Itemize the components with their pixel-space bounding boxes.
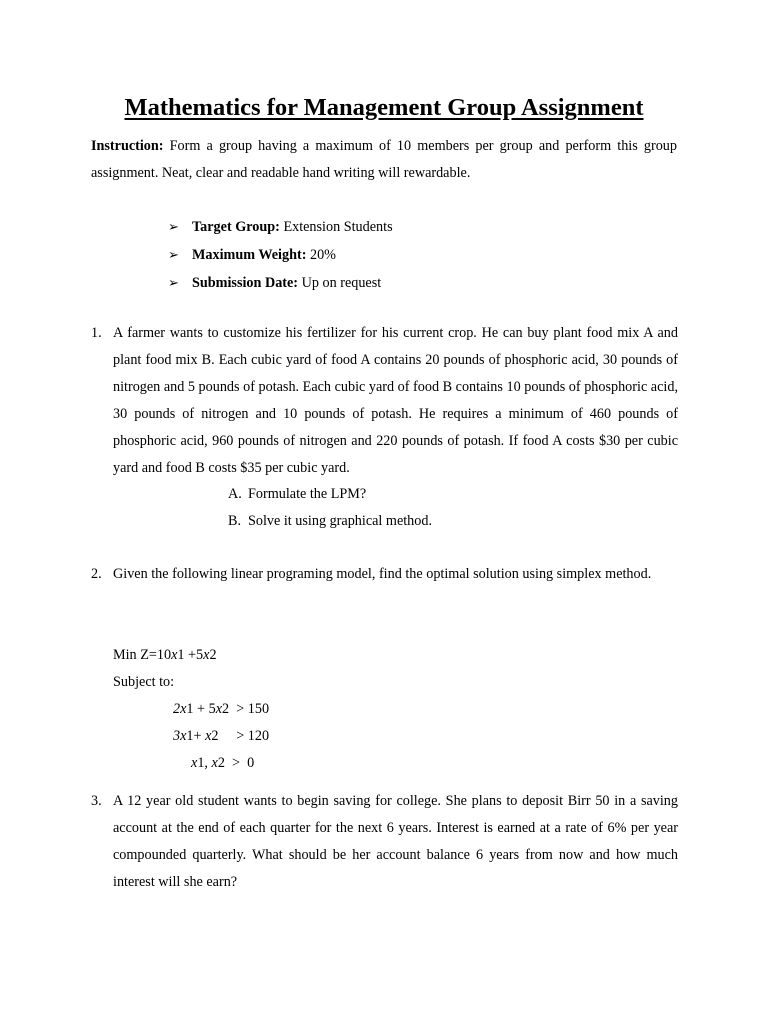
list-item	[228, 508, 432, 535]
objective-part: 2	[209, 647, 217, 663]
variable: x	[180, 701, 187, 717]
lp-model	[113, 642, 217, 696]
question-number: 1.	[91, 325, 102, 341]
constraint-part: 2 > 120	[211, 728, 270, 744]
variable: x	[215, 701, 223, 717]
variable: x	[211, 755, 218, 771]
question-3	[91, 788, 678, 896]
subitem-label: A.	[228, 486, 242, 502]
question-2	[91, 561, 678, 588]
objective-part: 1 +5	[177, 647, 204, 663]
objective-function	[113, 642, 217, 669]
bullet-value: 20%	[306, 247, 336, 263]
bullet-label: Target Group:	[192, 219, 280, 235]
assignment-info-list	[168, 213, 393, 297]
list-item	[228, 481, 432, 508]
variable: x	[205, 728, 212, 744]
subitem-text: Formulate the LPM?	[248, 486, 367, 502]
instruction-text: Form a group having a maximum of 10 members per group and perform this group assignment. Neat, clear and readable hand writing will rewardable.	[91, 138, 677, 181]
bullet-label: Maximum Weight:	[192, 247, 307, 263]
constraint-non-negativity	[191, 750, 254, 777]
arrowhead-bullet-icon: ➢	[168, 275, 179, 290]
question-text: Given the following linear programing model, find the optimal solution using simplex method.	[113, 566, 652, 582]
bullet-label: Submission Date:	[192, 275, 299, 291]
subject-to-label: Subject to:	[113, 674, 175, 690]
list-item-submission-date	[168, 269, 393, 297]
variable: x	[171, 647, 178, 663]
instruction-label: Instruction:	[91, 138, 164, 154]
bullet-value: Extension Students	[279, 219, 393, 235]
subitem-text: Solve it using graphical method.	[248, 513, 433, 529]
list-item-target-group	[168, 213, 393, 241]
constraint-part: 1,	[197, 755, 212, 771]
question-text: A farmer wants to customize his fertilizer for his current crop. He can buy plant food mix A and plant food mix B. Each cubic yard of food A contains 20 pounds of phosphoric acid, 30 pounds of nitrogen and 5 pounds of potash. Each cubic yard of food B contains 10 pounds of phosphoric acid, 30 pounds of nitrogen and 10 pounds of potash. He requires a minimum of 460 pounds of phosphoric acid, 960 pounds of nitrogen and 220 pounds of potash. If food A costs $30 per cubic yard and food B costs $35 per cubic yard.	[113, 325, 678, 476]
document-title: Mathematics for Management Group Assignment	[124, 94, 644, 121]
variable: x	[203, 647, 210, 663]
question-number: 3.	[91, 793, 102, 809]
arrowhead-bullet-icon: ➢	[168, 247, 179, 262]
constraint-2	[173, 723, 269, 750]
question-1-subitems	[228, 481, 432, 535]
instruction-paragraph	[91, 133, 677, 187]
coefficient: 3	[173, 728, 181, 744]
question-1	[91, 320, 678, 482]
arrowhead-bullet-icon: ➢	[168, 219, 179, 234]
constraint-1	[173, 696, 269, 723]
constraint-part: 2 > 0	[217, 755, 255, 771]
variable: x	[180, 728, 187, 744]
question-text: A 12 year old student wants to begin saving for college. She plans to deposit Birr 50 in a saving account at the end of each quarter for the next 6 years. Interest is earned at a rate of 6% per year compounded quarterly. What should be her account balance 6 years from now and how much interest will she earn?	[113, 793, 678, 890]
constraint-part: 2 > 150	[222, 701, 270, 717]
subitem-label: B.	[228, 513, 242, 529]
constraint-part: 1 + 5	[186, 701, 216, 717]
objective-part: Min Z=10	[113, 647, 172, 663]
variable: x	[191, 755, 198, 771]
coefficient: 2	[173, 701, 181, 717]
question-number: 2.	[91, 566, 102, 582]
bullet-value: Up on request	[298, 275, 382, 291]
constraint-part: 1+	[186, 728, 206, 744]
list-item-maximum-weight	[168, 241, 393, 269]
